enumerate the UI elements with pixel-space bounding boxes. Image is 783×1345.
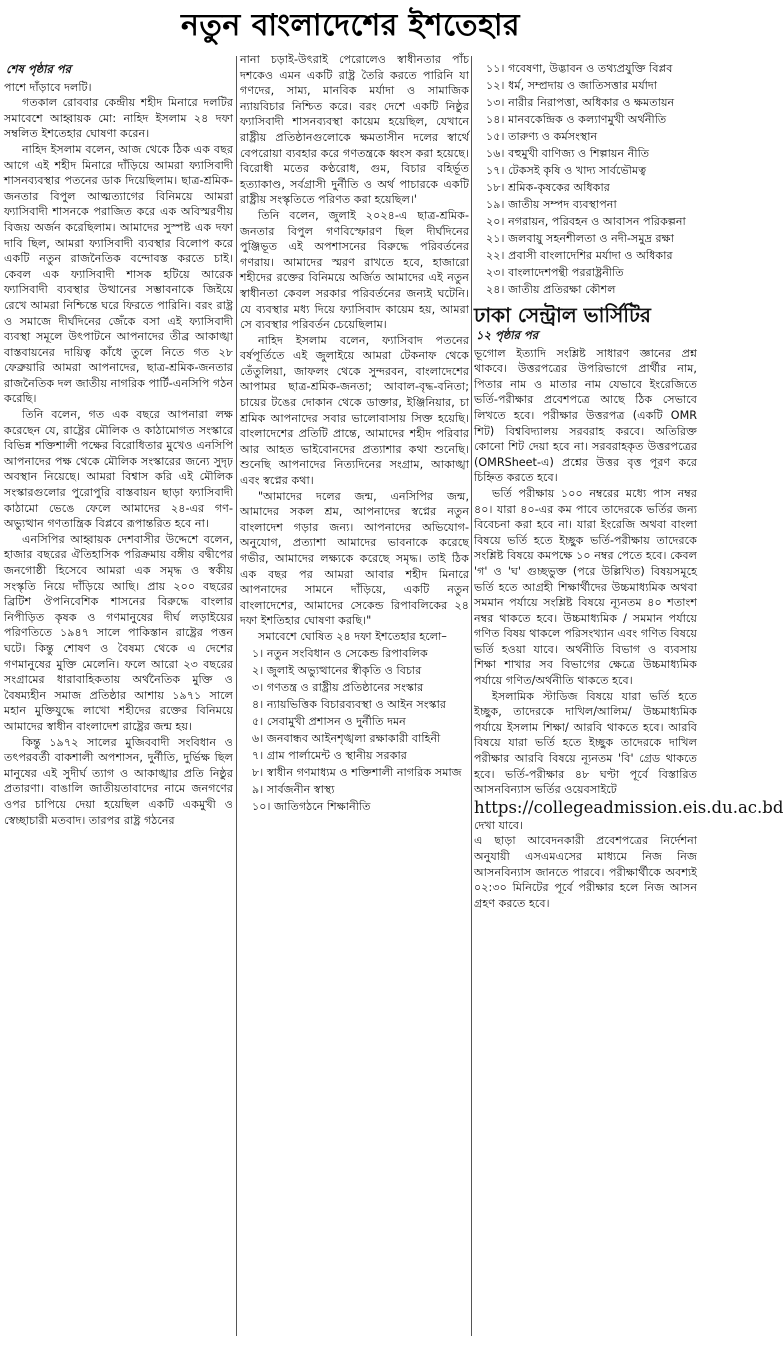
paragraph: পাশে দাঁড়াবে দলটি। <box>4 80 92 94</box>
paragraph: কিন্তু ১৯৭২ সালের মুজিববাদী সংবিধান ও তৎপরবর্তী বাকশালী অপশাসন, দুর্নীতি, দুর্ভিক্ষ ছিল মানুষের এই সুদীর্ঘ ত্যাগ ও আকাঙ্খার প্রতি নিষ্ঠুর প্রতারণা। বাঙালি জাতীয়তাবাদের নামে জনগণের ওপর চাপিয়ে দেয়া হয়েছিল একটি একমুখী ও স্বেচ্ছাচারী মতবাদ। তারপর রাষ্ট্র গঠনের <box>4 735 233 827</box>
paragraph: ভূগোল ইত্যাদি সংশ্লিষ্ট সাধারণ জ্ঞানের প্রশ্ন থাকবে। উত্তরপত্রের উপরিভাগে প্রার্থীর নাম, পিতার নাম ও মাতার নাম যেভাবে ইংরেজিতে ভর্তি-পরীক্ষার প্রবেশপত্রে আছে ঠিক সেভাবে লিখতে হবে। পরীক্ষার উত্তরপত্র (একটি OMR শিট) বিশ্ববিদ্যালয় সরবরাহ করবে। অতিরিক্ত কোনো শিট দেয়া হবে না। সরবরাহকৃত উত্তরপত্রের (OMRSheet-এ) প্রশ্নের উত্তর বৃত্ত পূরণ করে চিহ্নিত করতে হবে। <box>474 346 697 485</box>
manifesto-point: ৫। সেবামুখী প্রশাসন ও দুর্নীতি দমন <box>252 714 406 728</box>
manifesto-point: ১১। গবেষণা, উদ্ভাবন ও তথ্যপ্রযুক্তি বিপ্লব <box>486 62 673 75</box>
paragraph <box>474 797 783 834</box>
manifesto-point: ১৭। টেকসই কৃষি ও খাদ্য সার্বভৌমত্ব <box>486 164 647 177</box>
manifesto-point: ১৩। নারীর নিরাপত্তা, অধিকার ও ক্ষমতায়ন <box>486 96 675 109</box>
admission-website-link[interactable]: https://collegeadmission.eis.du.ac.bd <box>474 797 783 817</box>
paragraph: ভর্তি পরীক্ষায় ১০০ নম্বরের মধ্যে পাস নম্বর ৪০। যারা ৪০-এর কম পাবে তাদেরকে ভর্তির জন্য বিবেচনা করা হবে না। যারা ইংরেজি অথবা বাংলা বিষয়ে ভর্তি হতে ইচ্ছুক ভর্তি-পরীক্ষায় তাদেরকে সংশ্লিষ্ট বিষয়ে কমপক্ষে ১০ নম্বর পেতে হবে। কেবল 'গ' ও 'ঘ' গুচ্ছভুক্ত (পরে উল্লিখিত) বিষয়সমূহে ভর্তি হতে আগ্রহী শিক্ষার্থীদের উচ্চমাধ্যমিক অথবা সমমান পর্যায়ে সংশ্লিষ্ট বিষয়ে ন্যূনতম ৪০ শতাংশ নম্বর থাকতে হবে। উচ্চমাধ্যমিক / সমমান পর্যায়ে গণিত বিষয় থাকলে পরিসংখ্যান এবং গণিত বিষয়ে ভর্তি হওয়া যাবে। অর্থনীতি বিভাগ ও ব্যবসায় শিক্ষা শাখার সব বিভাগের ক্ষেত্রে উচ্চমাধ্যমিক পর্যায়ে গণিত/অর্থনীতি থাকতে হবে। <box>474 486 697 688</box>
paragraph: এ ছাড়া আবেদনকারী প্রবেশপত্রের নির্দেশনা অনুযায়ী এসএমএসের মাধ্যমে নিজ নিজ আসনবিন্যাস জানতে পারবে। পরীক্ষার্থীকে অবশ্যই ০২:৩০ মিনিটের পূর্বে পরীক্ষার হলে নিজ আসন গ্রহণ করতে হবে। <box>474 834 697 910</box>
page-headline: নতুন বাংলাদেশের ইশতেহার <box>180 7 521 43</box>
paragraph: ইসলামিক স্টাডিজ বিষয়ে যারা ভর্তি হতে ইচ্ছুক, তাদেরকে দাখিল/আলিম/ উচ্চমাধ্যমিক পর্যায়ে ইসলাম শিক্ষা/ আরবি থাকতে হবে। আরবি বিষয়ে যারা ভর্তি হতে ইচ্ছুক তাদেরকে দাখিল পরীক্ষার আরবি বিষয়ে ন্যূনতম 'বি' গ্রেড থাকতে হবে। ভর্তি-পরীক্ষার ৪৮ ঘণ্টা পূর্বে বিস্তারিত আসনবিন্যাস ভর্তির ওয়েবসাইটে <box>474 689 697 797</box>
manifesto-point: ৬। জনবান্ধব আইনশৃঙ্খলা রক্ষাকারী বাহিনী <box>252 731 441 745</box>
manifesto-point: ৯। সার্বজনীন স্বাস্থ্য <box>252 782 335 796</box>
continued-from-label: শেষ পৃষ্ঠার পর <box>6 62 71 76</box>
article-column-2 <box>240 52 469 1342</box>
column-divider <box>471 56 472 1336</box>
paragraph: তিনি বলেন, জুলাই ২০২৪-এ ছাত্র-শ্রমিক-জনতার বিপুল গণবিস্ফোরণ ছিল দীর্ঘদিনের পুঞ্জিভূত এই অপশাসনের বিরুদ্ধে পরিবর্তনের গণরায়। আমাদের স্মরণ রাখতে হবে, হাজারো শহীদের রক্তের বিনিময়ে অর্জিত আমাদের এই নতুন স্বাধীনতা কেবল সরকার পরিবর্তনের জন্যই ঘটেনি। যে ব্যবস্থার মধ্য দিয়ে ফ্যাসিবাদ কায়েম হয়, আমরা সে ব্যবস্থার পরিবর্তন চেয়েছিলাম। <box>240 208 469 332</box>
manifesto-point: ১৬। বহুমুখী বাণিজ্য ও শিল্পায়ন নীতি <box>486 147 650 160</box>
column-divider <box>236 56 237 1336</box>
manifesto-point: ৪। ন্যায়ভিত্তিক বিচারব্যবস্থা ও আইন সংস্কার <box>252 697 447 711</box>
link-suffix: দেখা যাবে। <box>474 818 523 832</box>
paragraph: এনসিপির আহ্বায়ক দেশবাসীর উদ্দেশে বলেন, হাজার বছরের ঐতিহাসিক পরিক্রমায় বঙ্গীয় বদ্বীপের জনগোষ্ঠী হিসেবে আমরা এক সমৃদ্ধ ও স্বকীয় সংস্কৃতি নিয়ে দাঁড়িয়ে আছি। প্রায় ২০০ বছরের ব্রিটিশ ঔপনিবেশিক শাসনের বিরুদ্ধে বাংলার নিপীড়িত কৃষক ও গণমানুষের দীর্ঘ লড়াইয়ের পরিণতিতে ১৯৪৭ সালে পাকিস্তান রাষ্ট্রের পত্তন ঘটে। কিন্তু শোষণ ও বৈষম্য থেকে এ দেশের গণমানুষের মুক্তি মেলেনি। ফলে আরো ২৩ বছরের সংগ্রামের ধারাবাহিকতায় অর্থনৈতিক মুক্তি ও বৈষম্যহীন সমাজ প্রতিষ্ঠার আশায় ১৯৭১ সালে মহান মুক্তিযুদ্ধে লাখো শহীদের রক্তের বিনিময়ে আমাদের স্বাধীন বাংলাদেশ রাষ্ট্রের জন্ম হয়। <box>4 532 233 733</box>
manifesto-point: ২১। জলবায়ু সহনশীলতা ও নদী-সমুদ্র রক্ষা <box>486 232 674 245</box>
manifesto-point: ১২। ধর্ম, সম্প্রদায় ও জাতিসত্তার মর্যাদা <box>486 79 658 92</box>
manifesto-point: ১৪। মানবকেন্দ্রিক ও কল্যাণমুখী অর্থনীতি <box>486 113 667 126</box>
article-column-1 <box>4 52 233 1342</box>
manifesto-point: ৮। স্বাধীন গণমাধ্যম ও শক্তিশালী নাগরিক সমাজ <box>252 765 462 779</box>
manifesto-point: ১৮। শ্রমিক-কৃষকের অধিকার <box>486 181 610 194</box>
manifesto-point: ২২। প্রবাসী বাংলাদেশির মর্যাদা ও অধিকার <box>486 249 673 262</box>
manifesto-point: ৭। গ্রাম পার্লামেন্ট ও স্থানীয় সরকার <box>252 748 407 762</box>
paragraph: সমাবেশে ঘোষিত ২৪ দফা ইশতেহার হলো– <box>258 629 447 643</box>
paragraph: নাহিদ ইসলাম বলেন, আজ থেকে ঠিক এক বছর আগে এই শহীদ মিনারে দাঁড়িয়ে আমরা ফ্যাসিবাদী শাসনব্যবস্থার পতনের ডাক দিয়েছিলাম। ছাত্র-শ্রমিক-জনতার বিপুল আত্মত্যাগের বিনিময়ে আমরা ফ্যাসিবাদী শাসনকে পরাজিত করে এক অবিস্মরণীয় বিজয় অর্জন করেছিলাম। আমাদের সুস্পষ্ট এক দফা দাবি ছিল, আমরা ফ্যাসিবাদী ব্যবস্থার বিলোপ করে একটি নতুন রাজনৈতিক বন্দোবস্ত করতে চাই। কেবল এক ফ্যাসিবাদী শাসক হটিয়ে আরেক ফ্যাসিবাদী ব্যবস্থার উত্থানের সম্ভাবনাকে জিইয়ে রেখে আমরা নিশ্চিন্তে ঘরে ফিরতে পারিনি। বরং রাষ্ট্র ও সমাজে দীর্ঘদিনের জেঁকে বসা এই ফ্যাসিবাদী ব্যবস্থা সমূলে উৎপাটনে আপনাদের তীব্র আকাঙ্খা বাস্তবায়নের দায়িত্ব কাঁধে তুলে নিতে গত ২৮ ফেব্রুয়ারি আমরা আপনাদের, ছাত্র-শ্রমিক-জনতার রাজনৈতিক দল জাতীয় নাগরিক পার্টি-এনসিপি গঠন করেছি। <box>4 142 233 406</box>
article-column-3 <box>474 52 783 1342</box>
paragraph: "আমাদের দলের জন্ম, এনসিপির জন্ম, আমাদের সকল শ্রম, আপনাদের স্বপ্নের নতুন বাংলাদেশ গড়ার জন্য। আপনাদের অভিযোগ-অনুযোগ, প্রত্যাশা আমাদের ভাবনাকে করেছে গভীর, আমাদের লক্ষ্যকে করেছে সমৃদ্ধ। তাই ঠিক এক বছর পর আমরা আবার শহীদ মিনারে আপনাদের সামনে দাঁড়িয়ে, একটি নতুন বাংলাদেশের, আমাদের সেকেন্ড রিপাবলিকের ২৪ দফা ইশতিহার ঘোষণা করছি।" <box>240 489 469 628</box>
story-headline: ঢাকা সেন্ট্রাল ভার্সিটির <box>474 303 651 327</box>
manifesto-point: ২। জুলাই অভ্যুত্থানের স্বীকৃতি ও বিচার <box>252 663 422 677</box>
paragraph: নাহিদ ইসলাম বলেন, ফ্যাসিবাদ পতনের বর্ষপূর্তিতে এই জুলাইয়ে আমরা টেকনাফ থেকে তেঁতুলিয়া, জাফলং থেকে সুন্দরবন, বাংলাদেশের আপামর ছাত্র-শ্রমিক-জনতা; আবাল-বৃদ্ধ-বনিতা; চায়ের টঙের দোকান থেকে ডাক্তার, ইঞ্জিনিয়ার, চা শ্রমিক আপনাদের সবার ভালোবাসায় সিক্ত হয়েছি। বাংলাদেশের প্রতিটি প্রান্তে, আমাদের শহীদ পরিবার আর আহত ভাইবোনদের প্রত্যাশার কথা শুনেছি। শুনেছি আপনাদের নিত্যদিনের সংগ্রাম, আকাঙ্খা এবং স্বপ্নের কথা। <box>240 333 469 488</box>
manifesto-point: ১৯। জাতীয় সম্পদ ব্যবস্থাপনা <box>486 198 617 211</box>
manifesto-point: ২৪। জাতীয় প্রতিরক্ষা কৌশল <box>486 283 616 296</box>
paragraph: তিনি বলেন, গত এক বছরে আপনারা লক্ষ করেছেন যে, রাষ্ট্রের মৌলিক ও কাঠামোগত সংস্কারে বিভিন্ন শক্তিশালী পক্ষের বিরোধিতার মুখেও এনসিপি আপনাদের পক্ষ থেকে মৌলিক সংস্কারের জন্যে সুদৃঢ় অবস্থান নিয়েছে। আমরা বিশ্বাস করি এই মৌলিক সংস্কারগুলোর পুরোপুরি বাস্তবায়ন ছাড়া ফ্যাসিবাদী কাঠামো ভেঙে ফেলে আমাদের ২৪-এর গণ-অভ্যুত্থান গণতান্ত্রিক বিপ্লবে রূপান্তরিত হবে না। <box>4 408 233 531</box>
manifesto-point: ১০। জাতিগঠনে শিক্ষানীতি <box>252 799 371 813</box>
paragraph: গতকাল রোববার কেন্দ্রীয় শহীদ মিনারে দলটির সমাবেশে আহ্বায়ক মো: নাহিদ ইসলাম ২৪ দফা সম্বলিত ইশতেহার ঘোষণা করেন। <box>4 96 233 141</box>
manifesto-point: ১। নতুন সংবিধান ও সেকেন্ড রিপাবলিক <box>252 646 428 660</box>
manifesto-point: ২০। নগরায়ন, পরিবহন ও আবাসন পরিকল্পনা <box>486 215 686 228</box>
paragraph: নানা চড়াই-উৎরাই পেরোলেও স্বাধীনতার পাঁচ দশকেও এমন একটি রাষ্ট্র তৈরি করতে পারিনি যা গণদের, সাম্য, মানবিক মর্যাদা ও সামাজিক ন্যায়বিচার নিশ্চিত করে। বরং দেশে একটি নিষ্ঠুর ফ্যাসিবাদী শাসনব্যবস্থা কায়েম হয়েছিল, যেখানে রাষ্ট্রীয় প্রতিষ্ঠানগুলোকে ক্ষমতাসীন দলের স্বার্থে বেপরোয়া ব্যবহার করে গণতন্ত্রকে ধ্বংস করা হয়েছে। বিরোধী মতের কণ্ঠরোধ, গুম, বিচার বহির্ভূত হত্যাকাণ্ড, সর্বগ্রাসী দুর্নীতি ও অর্থ পাচারকে একটি রাষ্ট্রীয় সংস্কৃতিতে পরিণত করা হয়েছিল।' <box>240 53 469 207</box>
manifesto-point: ২৩। বাংলাদেশপন্থী পররাষ্ট্রনীতি <box>486 266 624 279</box>
manifesto-point: ৩। গণতন্ত্র ও রাষ্ট্রীয় প্রতিষ্ঠানের সংস্কার <box>252 680 424 694</box>
manifesto-point: ১৫। তারুণ্য ও কর্মসংস্থান <box>486 130 598 143</box>
continued-from-label: ১২ পৃষ্ঠার পর <box>476 328 539 342</box>
